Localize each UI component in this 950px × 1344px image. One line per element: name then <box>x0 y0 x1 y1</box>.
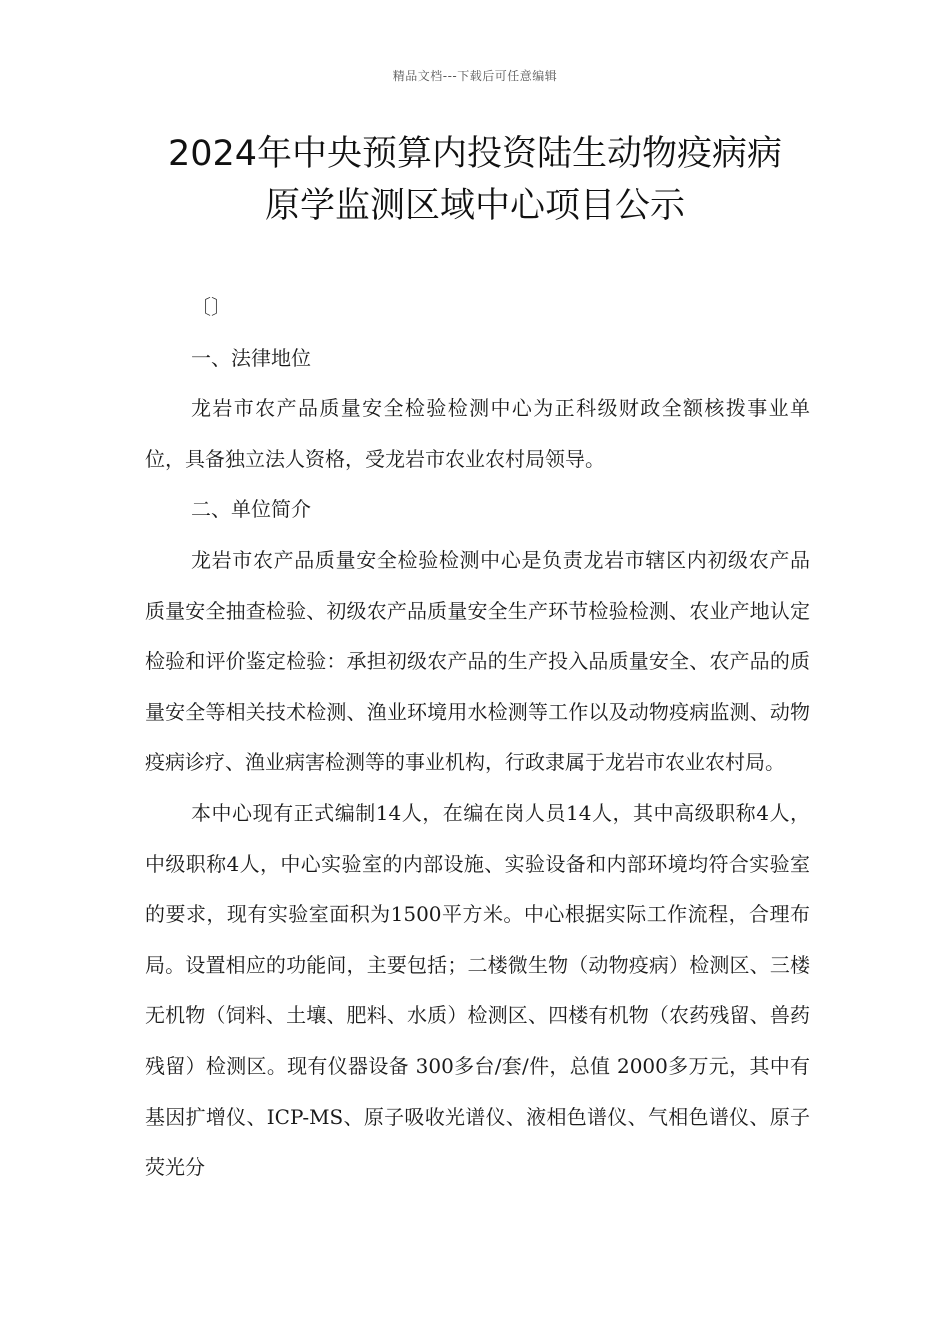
page-header-note: 精品文档---下载后可任意编辑 <box>392 69 558 83</box>
section-heading-unit-intro: 二、单位简介 <box>191 497 311 522</box>
document-body <box>145 282 810 1193</box>
title-line-2: 原学监测区域中心项目公示 <box>264 186 685 226</box>
document-title <box>100 128 850 232</box>
paragraph-staff-and-facilities: 本中心现有正式编制14人，在编在岗人员14人，其中高级职称4人，中级职称4人，中心实验室的内部设施、实验设备和内部环境均符合实验室的要求，现有实验室面积为1500平方米。中心根据实际工作流程，合理布局。设置相应的功能间，主要包括；二楼微生物（动物疫病）检测区、三楼无机物（饲料、土壤、肥料、水质）检测区、四楼有机物（农药残留、兽药残留）检测区。现有仪器设备 300多台/套/件，总值 2000多万元，其中有基因扩增仪、ICP-MS、原子吸收光谱仪、液相色谱仪、气相色谱仪、原子荧光分 <box>145 800 810 1180</box>
document-number-paragraph: 〔〕 <box>191 295 231 319</box>
paragraph-legal-status: 龙岩市农产品质量安全检验检测中心为正科级财政全额核拨事业单位，具备独立法人资格，受龙岩市农业农村局领导。 <box>145 396 810 471</box>
title-line-1: 2024年中央预算内投资陆生动物疫病病 <box>167 134 783 174</box>
section-heading-legal-status: 一、法律地位 <box>191 345 311 370</box>
paragraph-unit-intro: 龙岩市农产品质量安全检验检测中心是负责龙岩市辖区内初级农产品质量安全抽查检验、初级农产品质量安全生产环节检验检测、农业产地认定检验和评价鉴定检验：承担初级农产品的生产投入品质量安全、农产品的质量安全等相关技术检测、渔业环境用水检测等工作以及动物疫病监测、动物疫病诊疗、渔业病害检测等的事业机构，行政隶属于龙岩市农业农村局。 <box>145 547 810 775</box>
